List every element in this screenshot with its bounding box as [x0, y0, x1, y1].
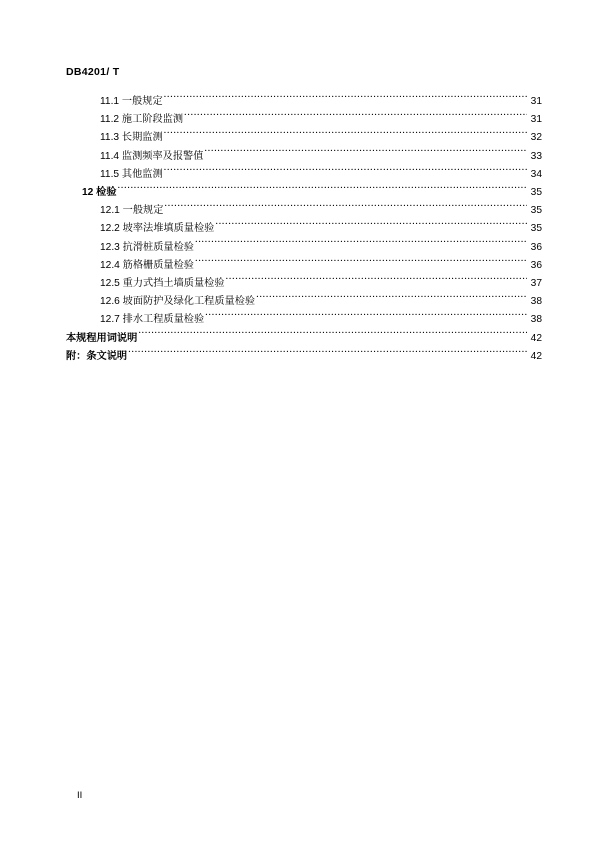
- toc-entry-page-number: 34: [530, 168, 542, 180]
- toc-entry-label: 11.4 监测频率及报警值: [100, 150, 204, 162]
- toc-entry-page-number: 42: [530, 350, 542, 362]
- toc-entry-label: 12.3 抗滑桩质量检验: [100, 241, 194, 253]
- toc-entry-page-number: 33: [530, 150, 542, 162]
- toc-entry-page-number: 35: [530, 205, 542, 217]
- toc-entry[interactable]: [66, 329, 542, 347]
- toc-entry-page-number: 37: [530, 278, 542, 290]
- toc-entry-label: 12 检验: [82, 187, 117, 199]
- toc-entry[interactable]: [66, 310, 542, 328]
- toc-entry[interactable]: [66, 274, 542, 292]
- page-footer-number: II: [77, 790, 83, 801]
- toc-leader-dots: [128, 347, 527, 359]
- toc-leader-dots: [205, 310, 527, 322]
- toc-entry-page-number: 35: [530, 187, 542, 199]
- toc-entry-label: 11.1 一般规定: [100, 96, 163, 107]
- toc-leader-dots: [195, 256, 527, 268]
- toc-entry-page-number: 38: [530, 314, 542, 326]
- toc-entry-label: 12.7 排水工程质量检验: [100, 314, 205, 326]
- toc-leader-dots: [164, 165, 527, 177]
- toc-entry-label: 12.6 坡面防护及绿化工程质量检验: [100, 296, 256, 308]
- toc-entry-label: 本规程用词说明: [66, 332, 138, 344]
- toc-entry-label: 12.1 一般规定: [100, 205, 164, 217]
- toc-entry[interactable]: [66, 347, 542, 365]
- toc-leader-dots: [138, 329, 527, 341]
- toc-leader-dots: [256, 292, 527, 304]
- toc-entry[interactable]: [66, 128, 542, 146]
- page-header-standard-code: DB4201/ T: [66, 66, 120, 78]
- toc-leader-dots: [215, 219, 527, 231]
- toc-entry-page-number: 42: [530, 332, 542, 344]
- toc-entry[interactable]: [66, 292, 542, 310]
- toc-leader-dots: [164, 128, 527, 140]
- toc-entry-label: 12.4 筋格栅质量检验: [100, 259, 194, 271]
- toc-entry[interactable]: [66, 147, 542, 165]
- toc-leader-dots: [226, 274, 527, 286]
- toc-entry[interactable]: [66, 183, 542, 201]
- toc-entry-label: 附：条文说明: [66, 350, 128, 362]
- toc-entry-label: 12.2 坡率法堆填质量检验: [100, 223, 215, 235]
- toc-entry[interactable]: [66, 110, 542, 128]
- toc-leader-dots: [118, 183, 527, 195]
- toc-entry-label: 11.5 其他监测: [100, 168, 163, 180]
- toc-entry[interactable]: [66, 92, 542, 110]
- toc-entry-label: 12.5 重力式挡土墙质量检验: [100, 278, 225, 290]
- toc-entry-page-number: 31: [530, 114, 542, 126]
- toc-entry[interactable]: [66, 219, 542, 237]
- toc-entry-page-number: 32: [530, 132, 542, 144]
- toc-entry-page-number: 36: [530, 259, 542, 271]
- toc-entry-page-number: 38: [530, 296, 542, 308]
- toc-leader-dots: [164, 201, 527, 213]
- toc-leader-dots: [195, 238, 527, 250]
- toc-entry-page-number: 36: [530, 241, 542, 253]
- table-of-contents: [66, 92, 542, 365]
- toc-leader-dots: [204, 147, 527, 159]
- toc-entry-label: 11.2 施工阶段监测: [100, 114, 184, 126]
- toc-leader-dots: [184, 110, 527, 122]
- toc-entry-page-number: 31: [530, 96, 542, 107]
- toc-entry[interactable]: [66, 165, 542, 183]
- toc-entry-page-number: 35: [530, 223, 542, 235]
- toc-entry-label: 11.3 长期监测: [100, 132, 163, 144]
- toc-entry[interactable]: [66, 256, 542, 274]
- toc-entry[interactable]: [66, 238, 542, 256]
- toc-leader-dots: [164, 92, 527, 104]
- toc-entry[interactable]: [66, 201, 542, 219]
